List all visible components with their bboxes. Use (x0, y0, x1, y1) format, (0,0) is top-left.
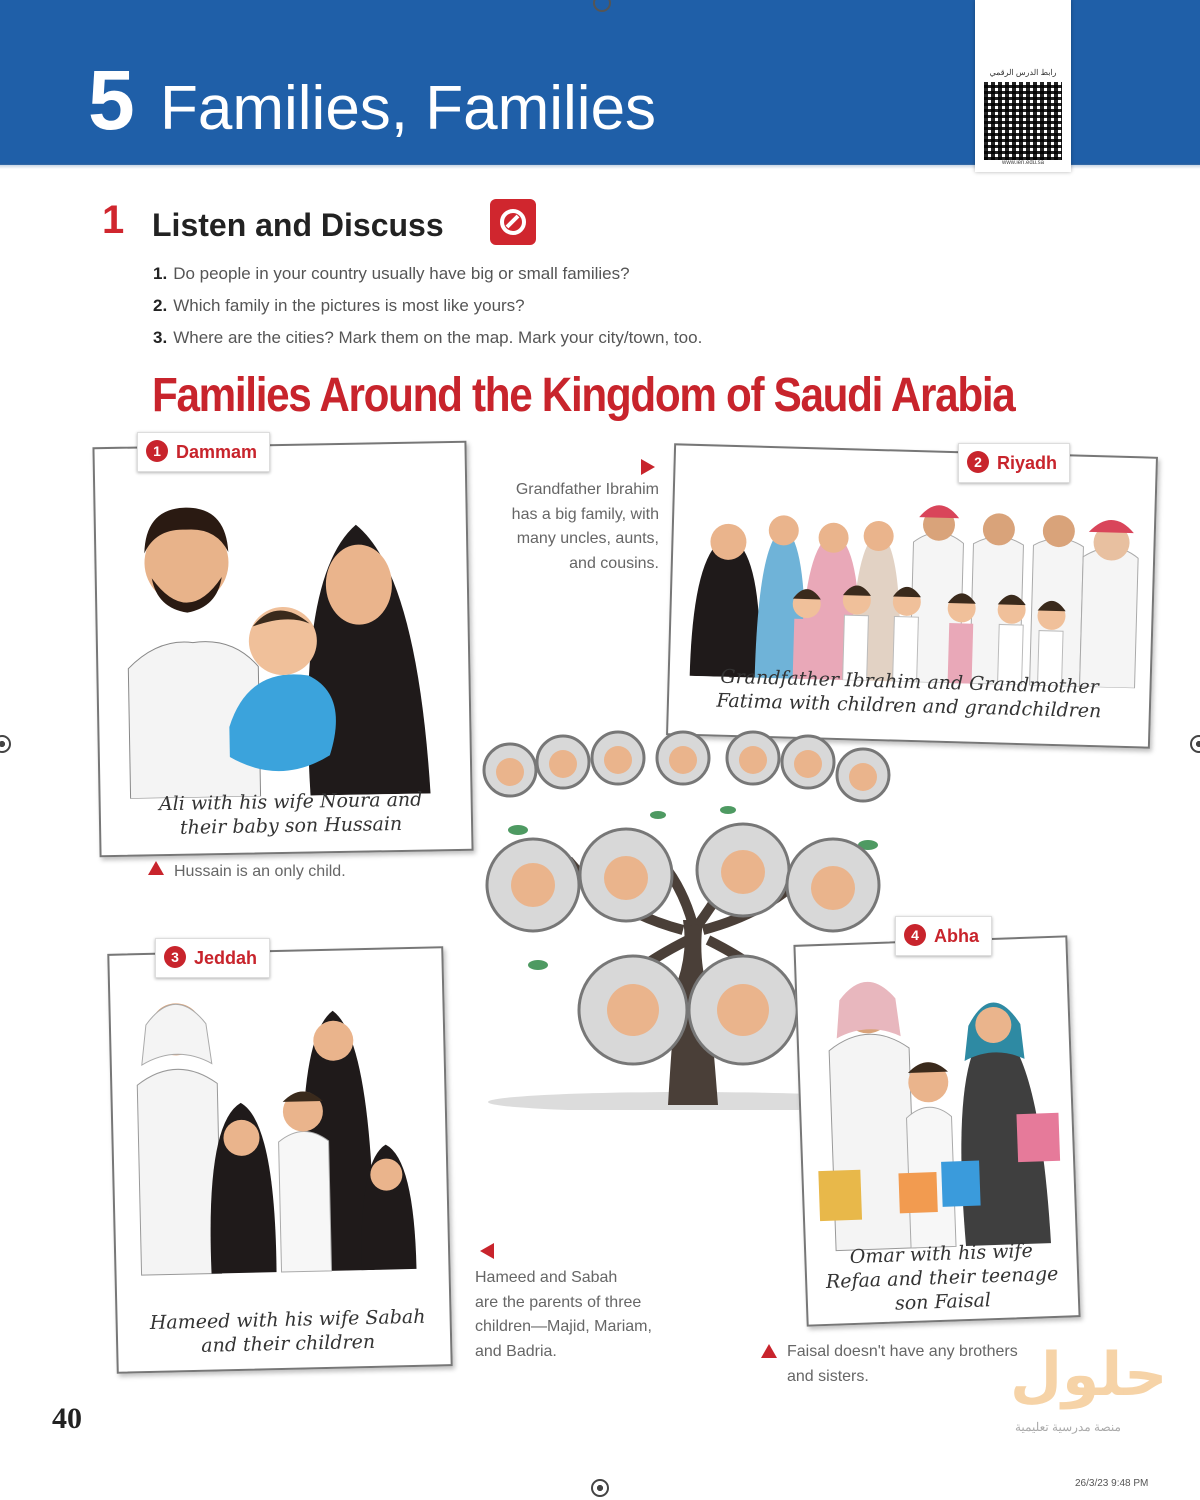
watermark-logo: حلول (1010, 1340, 1168, 1410)
caption-line: Ali with his wife Noura and (158, 788, 423, 816)
riyadh-photo-frame (666, 443, 1158, 748)
riyadh-side-text (478, 478, 659, 576)
unit-title: Families, Families (160, 74, 657, 143)
dammam-family-illustration (95, 463, 471, 799)
question-number: 1. (153, 264, 168, 283)
qr-caption: رابط الدرس الرقمي (989, 68, 1057, 77)
page-number: 40 (52, 1402, 82, 1435)
question-item (153, 294, 873, 326)
city-number-badge: 2 (967, 451, 989, 473)
city-number-badge: 3 (164, 946, 186, 968)
riyadh-family-illustration (670, 475, 1155, 688)
city-number-badge: 4 (904, 924, 926, 946)
jeddah-caption (137, 1304, 438, 1359)
section-number: 1 (102, 198, 125, 242)
question-item (153, 326, 873, 358)
caption-line: Hameed with his wife Sabah (149, 1305, 426, 1334)
qr-code-icon (984, 82, 1062, 160)
abha-photo-frame (793, 935, 1080, 1326)
caption-line: son Faisal (894, 1289, 992, 1315)
city-name: Dammam (176, 442, 258, 462)
dammam-city-tag (137, 432, 270, 472)
question-text: Which family in the pictures is most like yours? (173, 296, 525, 315)
qr-url: www.ien.edu.sa (1001, 160, 1045, 166)
city-name: Jeddah (194, 948, 258, 968)
caption-line: and their children (201, 1330, 376, 1357)
dammam-note: Hussain is an only child. (174, 863, 346, 880)
abha-caption (816, 1238, 1068, 1319)
qr-code-card[interactable] (975, 0, 1071, 172)
city-number-badge: 1 (146, 440, 168, 462)
side-text-line: and Badria. (475, 1342, 557, 1360)
note-line: and sisters. (787, 1367, 869, 1385)
abha-city-tag (895, 916, 992, 956)
side-text-line: and cousins. (569, 554, 659, 572)
question-text: Do people in your country usually have big or small families? (173, 264, 630, 283)
question-number: 2. (153, 296, 168, 315)
audio-play-icon[interactable] (490, 199, 536, 245)
caption-line: Fatima with children and grandchildren (716, 689, 1102, 723)
unit-number: 5 (88, 53, 135, 147)
caption-line: Omar with his wife (849, 1239, 1034, 1269)
side-text-line: children—Majid, Mariam, (475, 1318, 652, 1335)
jeddah-family-illustration (110, 968, 449, 1305)
pointer-triangle-icon (761, 1344, 777, 1358)
question-item (153, 262, 873, 294)
city-name: Abha (934, 926, 979, 946)
jeddah-side-text (475, 1266, 685, 1364)
page-title: Families Around the Kingdom of Saudi Arabia (152, 369, 1015, 422)
note-line: Faisal doesn't have any brothers (787, 1343, 1018, 1360)
section-title: Listen and Discuss (152, 207, 444, 243)
registration-mark-icon (0, 735, 11, 753)
abha-note (787, 1340, 1018, 1389)
discussion-questions (153, 262, 873, 358)
dammam-caption (140, 787, 441, 840)
caption-line: their baby son Hussain (179, 812, 403, 839)
side-text-line: Grandfather Ibrahim (515, 481, 659, 498)
dammam-photo-frame (92, 441, 473, 857)
city-name: Riyadh (997, 453, 1058, 473)
side-text-line: Hameed and Sabah (475, 1269, 618, 1286)
caption-line: Grandfather Ibrahim and Grandmother (720, 665, 1100, 699)
jeddah-photo-frame (107, 946, 452, 1374)
pointer-triangle-icon (480, 1243, 494, 1259)
side-text-line: are the parents of three (475, 1293, 642, 1311)
print-timestamp: 26/3/23 9:48 PM (1075, 1478, 1149, 1489)
jeddah-city-tag (155, 938, 270, 978)
caption-line: Refaa and their teenage (825, 1262, 1059, 1293)
question-text: Where are the cities? Mark them on the map. Mark your city/town, too. (173, 328, 703, 347)
registration-mark-icon (591, 1479, 609, 1497)
pointer-triangle-icon (148, 861, 164, 875)
side-text-line: has a big family, with (511, 505, 659, 523)
pointer-triangle-icon (641, 459, 655, 475)
watermark-subtitle: منصة مدرسية تعليمية (1015, 1420, 1121, 1434)
question-number: 3. (153, 328, 168, 347)
abha-family-illustration (796, 952, 1076, 1261)
registration-mark-icon (1190, 735, 1200, 753)
side-text-line: many uncles, aunts, (516, 530, 659, 547)
riyadh-city-tag (958, 443, 1070, 483)
